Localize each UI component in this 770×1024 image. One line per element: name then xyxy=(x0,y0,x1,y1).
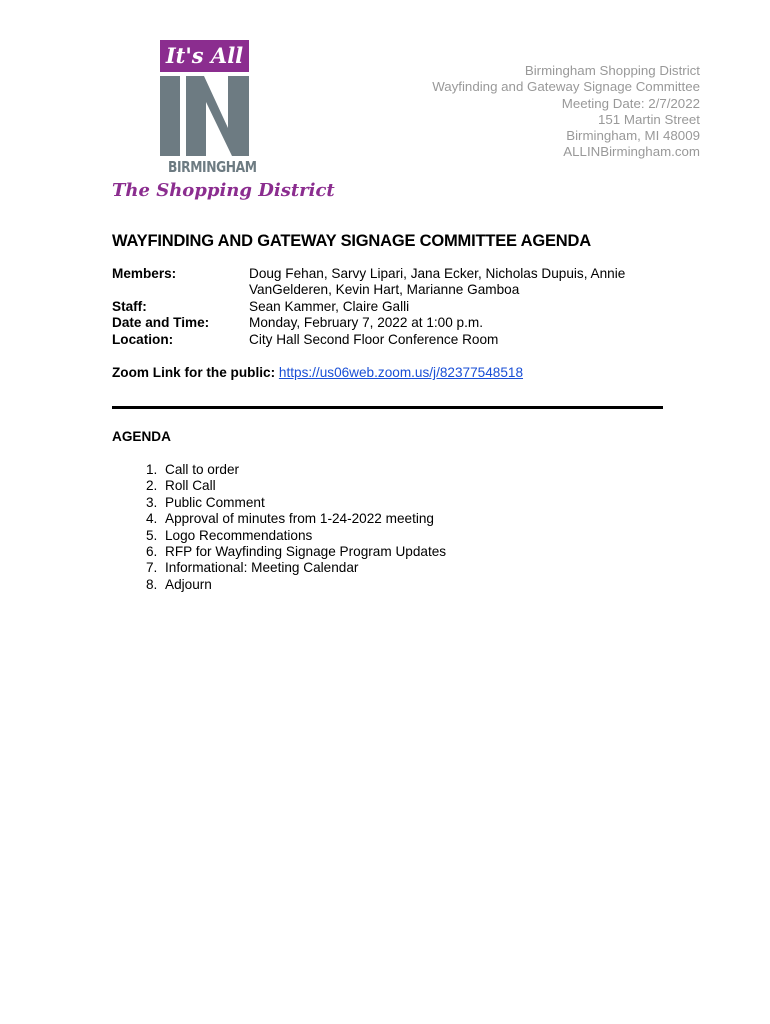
datetime-row xyxy=(112,315,649,331)
logo-city-text: BIRMINGHAM xyxy=(168,158,257,176)
address-line: Wayfinding and Gateway Signage Committee xyxy=(432,79,700,95)
agenda-item xyxy=(112,577,446,593)
staff-label: Staff: xyxy=(112,298,147,314)
agenda-item-number: 8. xyxy=(146,576,158,592)
location-label: Location: xyxy=(112,331,174,347)
address-line: Birmingham Shopping District xyxy=(524,63,700,78)
datetime-label: Date and Time: xyxy=(112,315,210,331)
agenda-item-text: RFP for Wayfinding Signage Program Updates xyxy=(165,544,447,560)
agenda-item xyxy=(112,544,446,560)
agenda-item xyxy=(112,560,446,576)
agenda-item-number: 1. xyxy=(146,462,158,477)
logo-tagline: The Shopping District xyxy=(112,180,335,201)
agenda-list xyxy=(112,462,446,593)
location-value: City Hall Second Floor Conference Room xyxy=(249,331,499,347)
datetime-value: Monday, February 7, 2022 at 1:00 p.m. xyxy=(249,315,483,331)
agenda-item xyxy=(112,462,446,478)
agenda-item-text: Adjourn xyxy=(165,576,212,592)
agenda-item-number: 6. xyxy=(146,544,158,560)
zoom-label: Zoom Link for the public: xyxy=(112,365,276,380)
agenda-item xyxy=(112,478,446,494)
agenda-item-text: Roll Call xyxy=(165,478,216,494)
staff-value: Sean Kammer, Claire Galli xyxy=(249,298,410,314)
location-row xyxy=(112,332,649,348)
address-line: Meeting Date: 2/7/2022 xyxy=(561,95,700,111)
agenda-item-number: 7. xyxy=(146,560,158,576)
agenda-item-number: 2. xyxy=(146,478,158,494)
agenda-heading: AGENDA xyxy=(112,429,171,444)
agenda-item-number: 3. xyxy=(146,494,158,510)
zoom-link[interactable]: https://us06web.zoom.us/j/82377548518 xyxy=(278,365,524,380)
address-line: Birmingham, MI 48009 xyxy=(566,128,700,144)
agenda-item-number: 4. xyxy=(146,511,158,527)
members-row xyxy=(112,266,649,299)
all-in-birmingham-logo xyxy=(112,40,335,210)
agenda-item-text: Call to order xyxy=(165,462,240,477)
agenda-item xyxy=(112,495,446,511)
horizontal-divider xyxy=(112,406,663,409)
agenda-item xyxy=(112,528,446,544)
members-label: Members: xyxy=(112,266,177,281)
logo-top-text: It's All xyxy=(160,40,249,72)
zoom-line xyxy=(112,365,523,380)
staff-row xyxy=(112,299,649,315)
agenda-item-text: Approval of minutes from 1-24-2022 meeting xyxy=(165,511,434,527)
address-line: ALLINBirmingham.com xyxy=(563,144,700,160)
agenda-item-text: Public Comment xyxy=(165,494,265,510)
meeting-info xyxy=(112,266,649,348)
address-line: 151 Martin Street xyxy=(598,111,700,127)
agenda-item xyxy=(112,511,446,527)
agenda-item-text: Logo Recommendations xyxy=(165,527,313,543)
address-block xyxy=(432,63,700,161)
agenda-item-number: 5. xyxy=(146,527,158,543)
agenda-item-text: Informational: Meeting Calendar xyxy=(165,560,359,576)
page-title: WAYFINDING AND GATEWAY SIGNAGE COMMITTEE AGENDA xyxy=(112,232,591,250)
members-value: Doug Fehan, Sarvy Lipari, Jana Ecker, Nicholas Dupuis, Annie VanGelderen, Kevin Hart, Marianne Gamboa xyxy=(249,266,626,298)
